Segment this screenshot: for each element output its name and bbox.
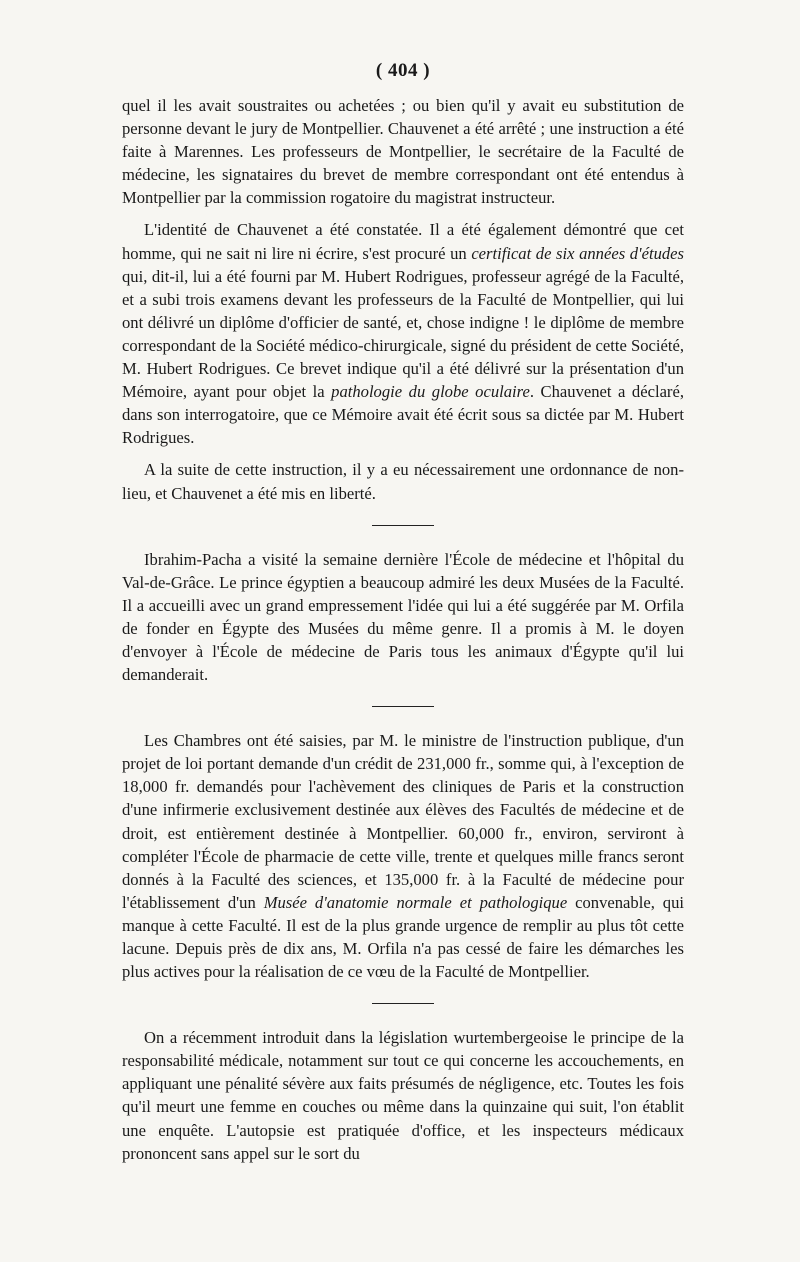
section-divider — [372, 525, 434, 526]
section-divider — [372, 706, 434, 707]
paragraph-chauvenet-case: quel il les avait soustraites ou achetées ; ou bien qu'il y avait eu substitution de personne devant le jury de Montpellier. Chauvenet a été arrêté ; une instruction a été faite à Marennes. Les professeurs de Montpellier, le secrétaire de la Faculté de médecine, les signataires du brevet de membre correspondant ont été entendus à Montpellier par la commission rogatoire du magistrat instructeur. — [122, 96, 684, 208]
text-run: L'identité de Chauvenet a été constatée. Il a été également démontré que cet homme, qui ne sait ni lire ni écrire, s'est procuré un — [122, 220, 684, 263]
paragraph-gap — [122, 449, 684, 458]
paragraph-ibrahim-pacha: Ibrahim-Pacha a visité la semaine dernière l'École de médecine et l'hôpital du Val-de-Grâce. Le prince égyptien a beaucoup admiré les deux Musées de la Faculté. Il a accueilli avec un grand empressement l'idée qui lui a été suggérée par M. Orfila de fonder en Égypte des Musées du même genre. Il a promis à M. le doyen d'envoyer à l'École de médecine de Paris tous les animaux d'Égypte qu'il lui demanderait. — [122, 549, 684, 685]
page-number: ( 404 ) — [375, 60, 431, 81]
italic-musee: Musée d'anatomie normale et pathologique — [263, 892, 568, 912]
text-run: . Chauvenet a déclaré, dans son interrogatoire, que ce Mémoire avait été écrit sous sa dictée par M. Hubert Rodrigues. — [122, 382, 684, 448]
italic-certificat: certificat de six années d'études — [471, 243, 684, 263]
paragraph-chauvenet-identity — [122, 218, 684, 449]
paragraph-credit-montpellier — [122, 729, 684, 983]
paragraph-wurtemberg: On a récemment introduit dans la législation wurtembergeoise le principe de la responsabilité médicale, notamment sur tout ce qui concerne les accouchements, en appliquant une pénalité sévère aux faits présumés de négligence, etc. Toutes les fois qu'il meurt une femme en couches ou même dans la quinzaine qui suit, l'on établit une enquête. L'autopsie est pratiquée d'office, et les inspecteurs médicaux prononcent sans appel sur le sort du — [122, 1028, 684, 1163]
text-run: qui, dit-il, lui a été fourni par M. Hubert Rodrigues, professeur agrégé de la Faculté, et a subi trois examens devant les professeurs de la Faculté de Montpellier, qui lui ont délivré un diplôme d'officier de santé, et, chose indigne ! le diplôme de membre correspondant de la Société médico-chirurgicale, signé du président de cette Société, M. Hubert Rodrigues. Ce brevet indique qu'il a été délivré sur la présentation d'un Mémoire, ayant pour objet la — [122, 266, 684, 402]
paragraph-gap — [122, 209, 684, 218]
paragraph-non-lieu: A la suite de cette instruction, il y a eu nécessairement une ordonnance de non-lieu, et Chauvenet a été mis en liberté. — [122, 460, 684, 503]
book-page — [122, 60, 684, 1165]
italic-pathologie: pathologie du globe oculaire — [331, 382, 530, 402]
section-divider — [372, 1003, 434, 1004]
text-run: convenable, qui manque à cette Faculté. Il est de la plus grande urgence de remplir au plus tôt cette lacune. Depuis près de dix ans, M. Orfila n'a pas cessé de faire les démarches les plus actives pour la réalisation de ce vœu de la Faculté de Montpellier. — [122, 892, 684, 982]
text-run: Les Chambres ont été saisies, par M. le ministre de l'instruction publique, d'un projet de loi portant demande d'un crédit de 231,000 fr., somme qui, à l'exception de 18,000 fr. demandés pour l'achèvement des cliniques de Paris et la construction d'une infirmerie exclusivement destinée aux élèves des Facultés de médecine et de droit, est entièrement destinée à Montpellier. 60,000 fr., environ, serviront à compléter l'École de pharmacie de cette ville, trente et quelques mille francs seront donnés à la Faculté des sciences, et 135,000 fr. à la Faculté de médecine pour l'établissement d'un — [122, 731, 684, 912]
